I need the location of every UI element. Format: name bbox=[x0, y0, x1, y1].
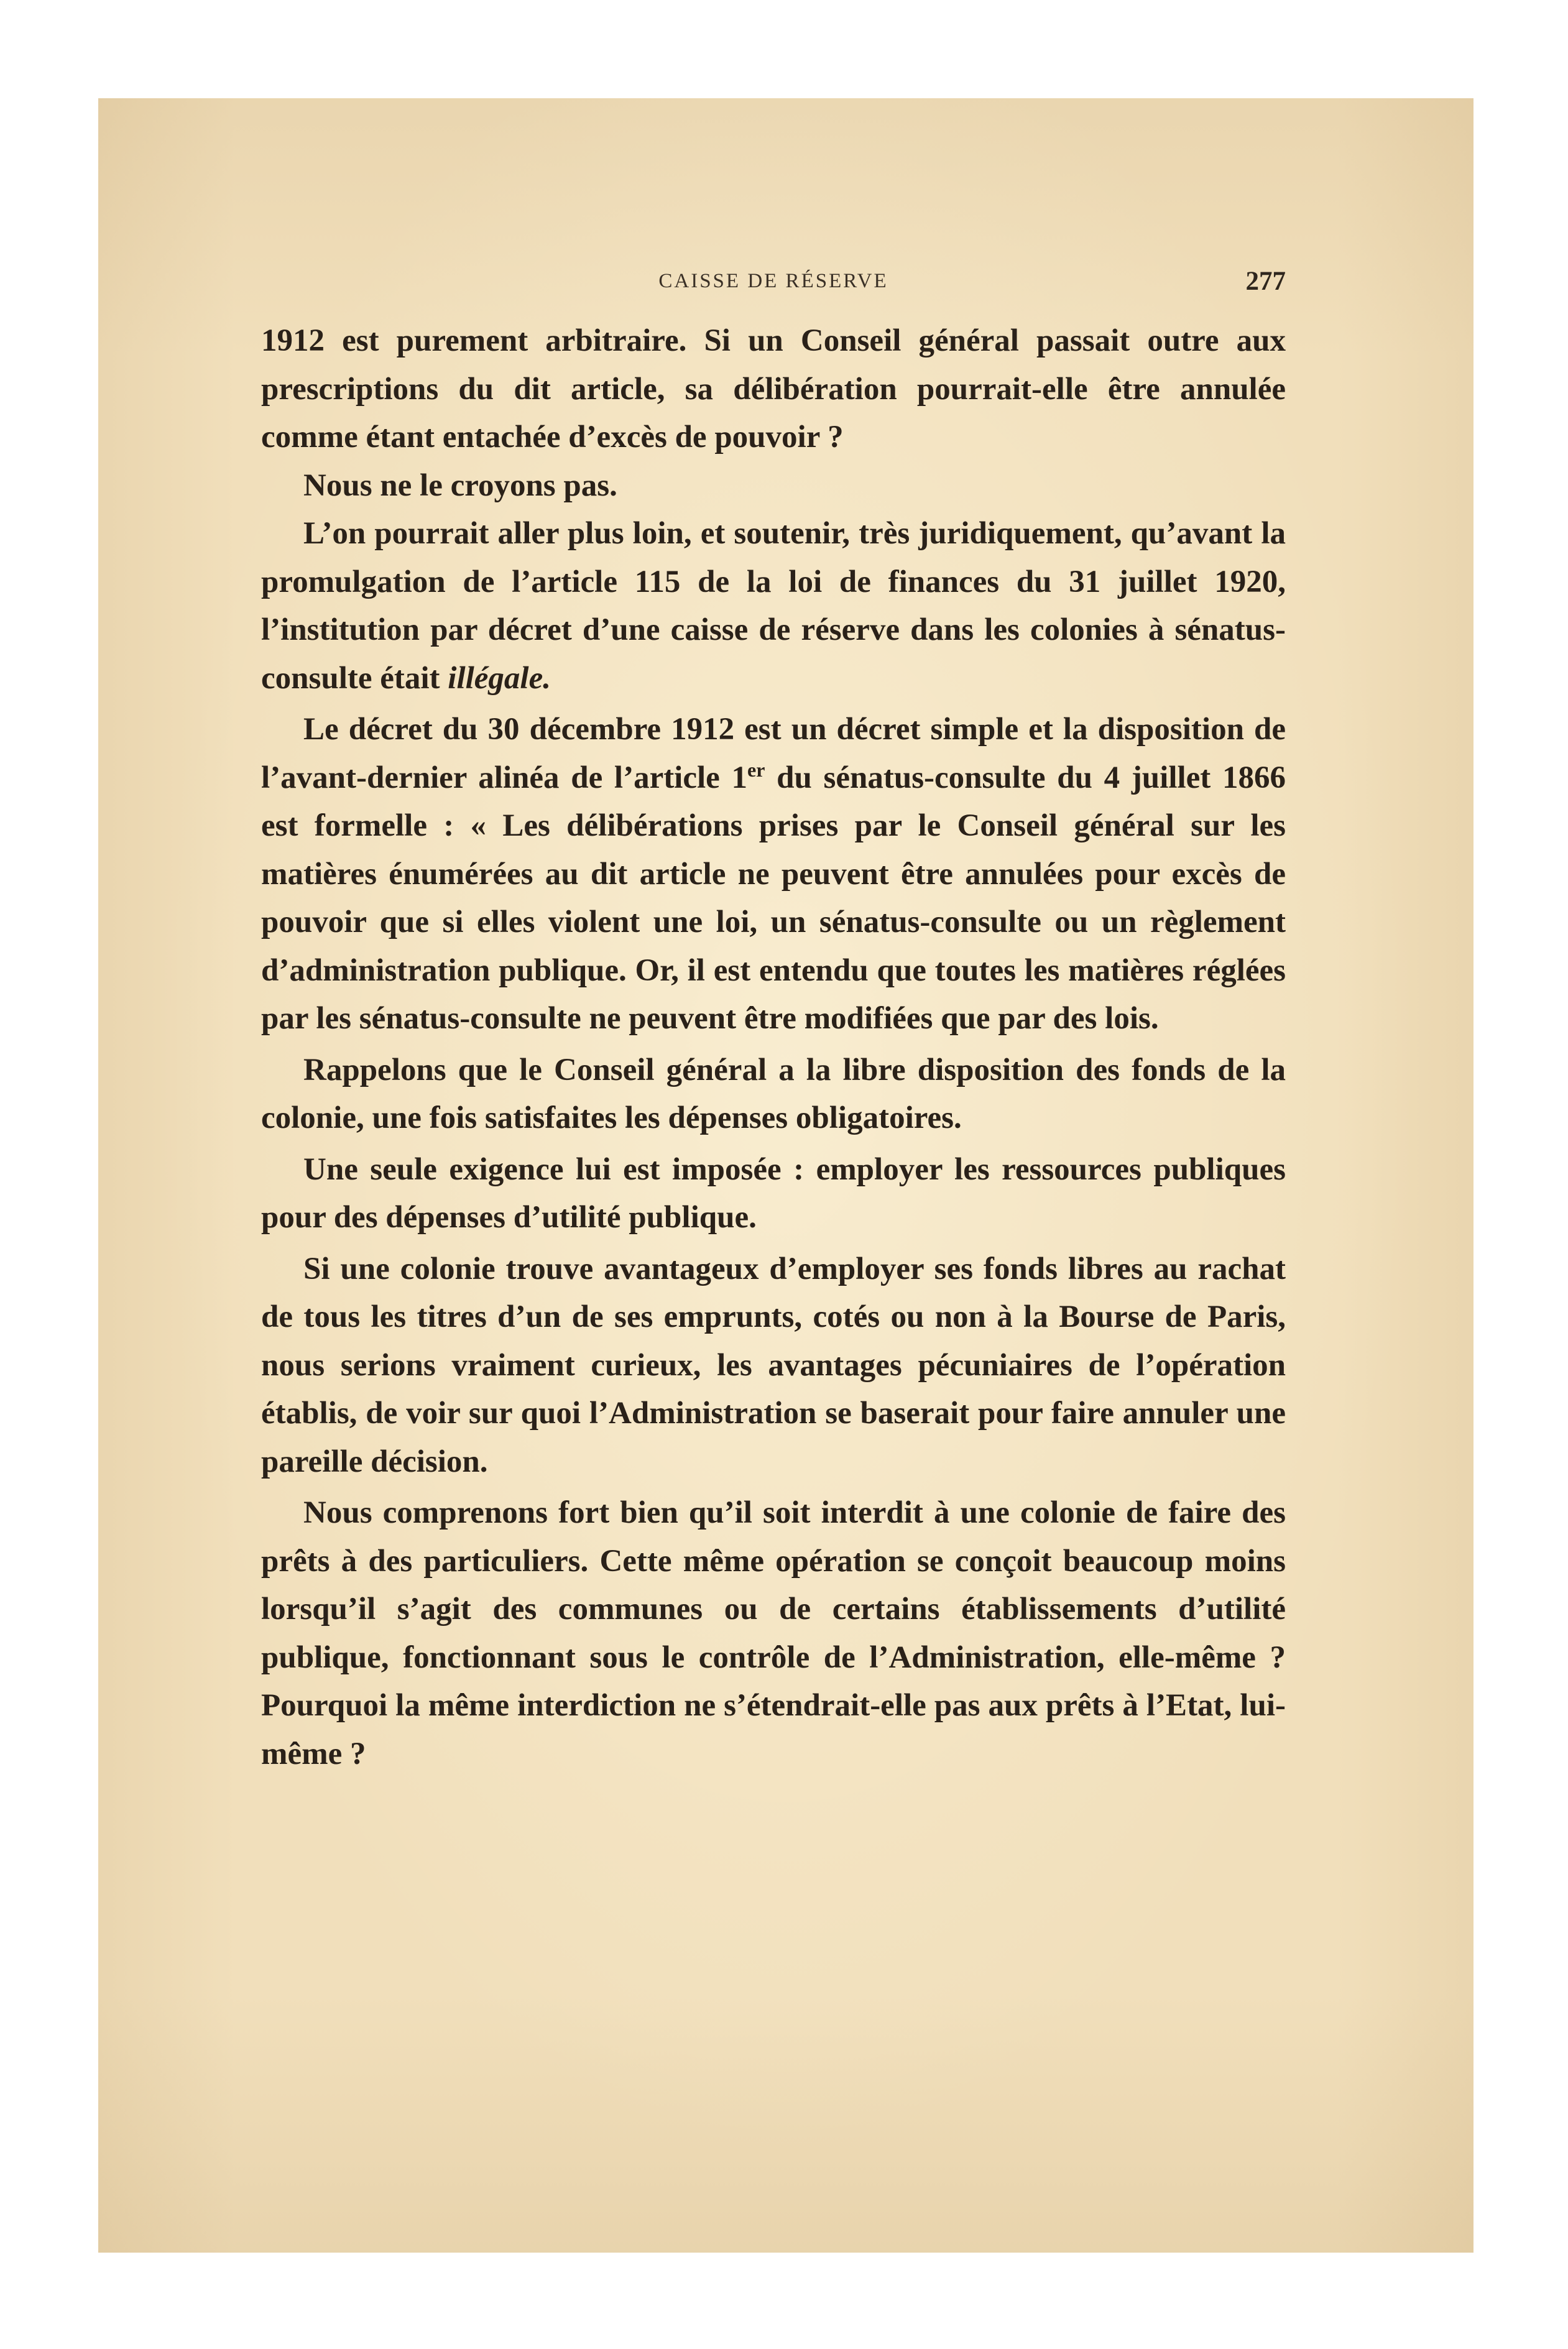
paragraph-3-italic: illégale. bbox=[448, 660, 551, 696]
paragraph-3 bbox=[261, 510, 1286, 703]
paragraph-1: 1912 est purement arbitraire. Si un Conseil général passait outre aux prescriptions du dit article, sa délibération pourrait-elle être annulée comme étant entachée d’excès de pouvoir ? bbox=[261, 323, 1286, 455]
page-number: 277 bbox=[1245, 267, 1286, 296]
paragraph-4 bbox=[261, 706, 1286, 1043]
running-head bbox=[261, 261, 1286, 317]
page-text-block bbox=[261, 261, 1286, 1778]
paragraph-6: Une seule exigence lui est imposée : employer les ressources publiques pour des dépenses d’utilité publique. bbox=[261, 1151, 1286, 1235]
paragraph-4-text-start: Le décret du 30 décembre 1912 est un décret simple et la disposition de l’avant-dernier alinéa de l’article 1 bbox=[261, 712, 1286, 795]
paragraph-8: Nous comprenons fort bien qu’il soit interdit à une colonie de faire des prêts à des particuliers. Cette même opération se conçoit beaucoup moins lorsqu’il s’agit des communes ou de certains établissements d’utilité publique, fonctionnant sous le contrôle de l’Administration, elle-même ? Pourquoi la même interdiction ne s’étendrait-elle pas aux prêts à l’Etat, lui-même ? bbox=[261, 1495, 1286, 1771]
paragraph-7: Si une colonie trouve avantageux d’employer ses fonds libres au rachat de tous les titres d’un de ses emprunts, cotés ou non à la Bourse de Paris, nous serions vraiment curieux, les avantages pécuniaires de l’opération établis, de voir sur quoi l’Administration se baserait pour faire annuler une pareille décision. bbox=[261, 1251, 1286, 1479]
paragraph-5: Rappelons que le Conseil général a la libre disposition des fonds de la colonie, une fois satisfaites les dépenses obligatoires. bbox=[261, 1052, 1286, 1135]
running-title: CAISSE DE RÉSERVE bbox=[658, 270, 888, 292]
paragraph-3-text: L’on pourrait aller plus loin, et soutenir, très juridiquement, qu’avant la promulgation de l’article 115 de la loi de finances du 31 juillet 1920, l’institution par décret d’une caisse de réserve dans les colonies à sénatus-consulte était bbox=[261, 516, 1286, 696]
paragraph-2: Nous ne le croyons pas. bbox=[303, 468, 617, 503]
paragraph-4-text-end: du sénatus-consulte du 4 juillet 1866 est formelle : « Les délibérations prises par le Conseil général sur les matières énumérées au dit article ne peuvent être annulées pour excès de pouvoir que si elles violent une loi, un sénatus-consulte ou un règlement d’administration publique. Or, il est entendu que toutes les matières réglées par les sénatus-consulte ne peuvent être modifiées que par des lois. bbox=[261, 760, 1286, 1036]
paragraph-4-superscript: er bbox=[747, 758, 765, 781]
